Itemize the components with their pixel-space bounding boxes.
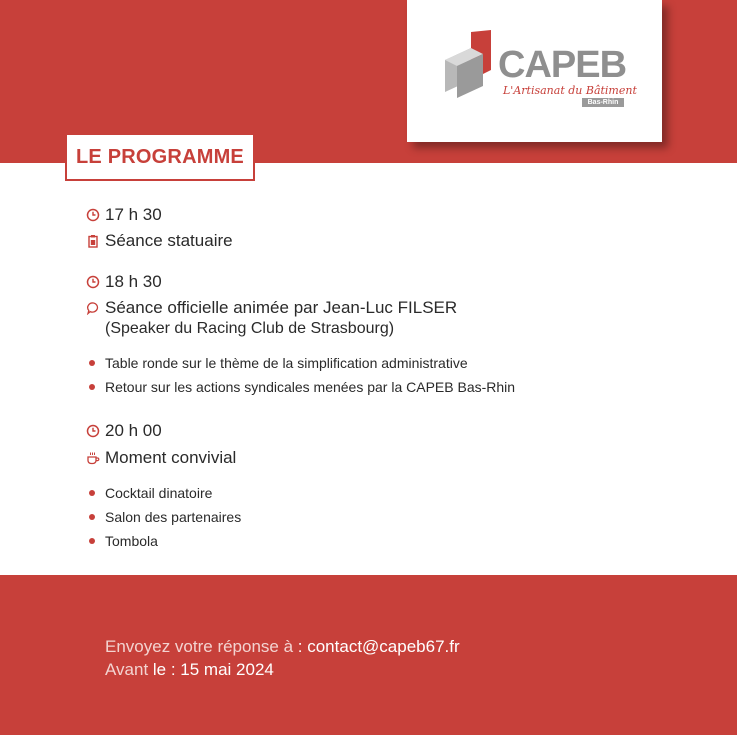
- list-item: [89, 379, 515, 395]
- event-label: Séance officielle animée par Jean-Luc FILSER: [105, 298, 458, 317]
- brand-region: Bas-Rhin: [582, 98, 624, 107]
- time-row: [86, 421, 162, 441]
- event-label: Moment convivial: [105, 448, 237, 467]
- clipboard-icon: [86, 234, 100, 248]
- brand-name: CAPEB: [498, 44, 627, 86]
- event-row: [86, 448, 236, 468]
- time-row: [86, 272, 162, 292]
- event-label: Séance statuaire: [105, 231, 233, 250]
- speech-bubble-icon: [86, 301, 100, 315]
- bullet-dot: [89, 538, 95, 544]
- reply-label: Envoyez votre réponse à: [105, 637, 298, 656]
- bullet-dot: [89, 490, 95, 496]
- list-item: [89, 485, 212, 501]
- brand-tagline: L'Artisanat du Bâtiment: [503, 84, 637, 97]
- clock-icon: [86, 424, 100, 438]
- deadline-date: le : 15 mai 2024: [152, 660, 274, 679]
- bullet-dot: [89, 360, 95, 366]
- logo-card: [407, 0, 662, 142]
- time-label: 20 h 00: [105, 421, 162, 440]
- deadline-line: [105, 660, 274, 680]
- programme-title: LE PROGRAMME: [65, 133, 255, 181]
- time-label: 17 h 30: [105, 205, 162, 224]
- time-row: [86, 205, 162, 225]
- list-item: [89, 533, 158, 549]
- coffee-cup-icon: [86, 451, 100, 465]
- reply-line: [105, 637, 460, 657]
- reply-email-link[interactable]: : contact@capeb67.fr: [297, 637, 460, 656]
- capeb-logo-icon: [441, 30, 499, 98]
- list-item: [89, 355, 468, 371]
- list-item-label: Salon des partenaires: [105, 509, 242, 525]
- event-row: [86, 298, 457, 318]
- list-item: [89, 509, 241, 525]
- clock-icon: [86, 208, 100, 222]
- list-item-label: Table ronde sur le thème de la simplification administrative: [105, 355, 468, 371]
- clock-icon: [86, 275, 100, 289]
- event-row: [86, 231, 233, 251]
- time-label: 18 h 30: [105, 272, 162, 291]
- list-item-label: Retour sur les actions syndicales menées par la CAPEB Bas-Rhin: [105, 379, 516, 395]
- event-note: (Speaker du Racing Club de Strasbourg): [105, 320, 395, 337]
- bullet-dot: [89, 384, 95, 390]
- deadline-label: Avant: [105, 660, 153, 679]
- list-item-label: Cocktail dinatoire: [105, 485, 213, 501]
- bullet-dot: [89, 514, 95, 520]
- list-item-label: Tombola: [105, 533, 158, 549]
